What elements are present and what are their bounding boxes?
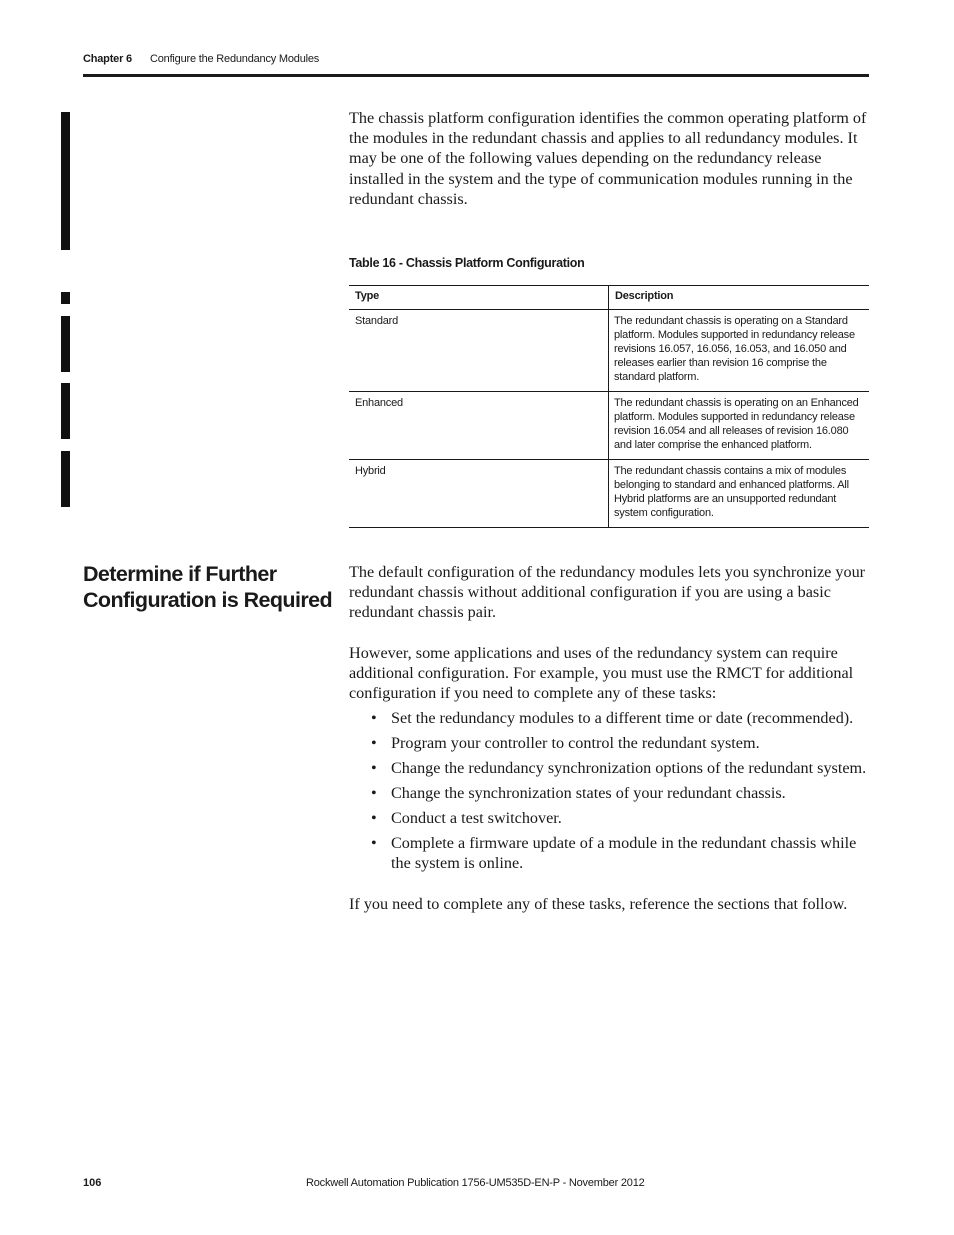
cell-description: The redundant chassis is operating on an Enhanced platform. Modules supported in redundancy release revision 16.054 and all releases of revision 16.080 and later comprise the enhanced platform. — [609, 392, 870, 460]
section-heading: Determine if Further Configuration is Required — [83, 562, 332, 612]
cell-type: Enhanced — [349, 392, 609, 460]
list-item — [349, 758, 875, 778]
list-item-text: Set the redundancy modules to a different time or date (recommended). — [391, 709, 854, 727]
header-rule — [83, 74, 869, 77]
table-row — [349, 460, 869, 528]
bullet-icon: • — [371, 759, 377, 777]
list-item — [349, 733, 875, 753]
cell-type: Hybrid — [349, 460, 609, 528]
section-paragraph-1 — [349, 562, 871, 623]
table-row — [349, 310, 869, 392]
chapter-title: Configure the Redundancy Modules — [150, 53, 320, 65]
bullet-icon: • — [371, 834, 377, 852]
table-row — [349, 392, 869, 460]
list-item — [349, 833, 875, 873]
chapter-label: Chapter 6 — [83, 53, 132, 65]
change-bar — [61, 112, 70, 250]
cell-description: The redundant chassis is operating on a Standard platform. Modules supported in redundancy release revisions 16.057, 16.056, 16.053, and 16.050 and releases earlier than revision 16 comprise the standard platform. — [609, 310, 870, 392]
intro-text: The chassis platform configuration identifies the common operating platform of the modules in the redundant chassis and applies to all redundancy modules. It may be one of the following values depending on the redundancy release installed in the system and the type of communication modules running in the redundant chassis. — [349, 109, 867, 208]
bullet-icon: • — [371, 784, 377, 802]
table-caption: Table 16 - Chassis Platform Configuration — [349, 256, 585, 270]
list-item-text: Program your controller to control the redundant system. — [391, 734, 760, 752]
intro-paragraph — [349, 108, 871, 209]
list-item-text: Complete a firmware update of a module in the redundant chassis while the system is online. — [391, 834, 857, 873]
list-item — [349, 708, 875, 728]
task-list — [349, 708, 875, 878]
list-item — [349, 783, 875, 803]
column-header-description: Description — [609, 286, 870, 310]
list-item-text: Change the synchronization states of your redundant chassis. — [391, 784, 786, 802]
closing-paragraph — [349, 894, 871, 914]
list-item-text: Change the redundancy synchronization options of the redundant system. — [391, 759, 867, 777]
change-bar — [61, 292, 70, 304]
change-bar — [61, 451, 70, 507]
paragraph-text: The default configuration of the redundancy modules lets you synchronize your redundant chassis without additional configuration if you are using a basic redundant chassis pair. — [349, 563, 866, 622]
column-header-type: Type — [349, 286, 609, 310]
section-paragraph-2 — [349, 643, 871, 704]
cell-type: Standard — [349, 310, 609, 392]
bullet-icon: • — [371, 709, 377, 727]
paragraph-text: If you need to complete any of these tasks, reference the sections that follow. — [349, 895, 848, 913]
bullet-icon: • — [371, 734, 377, 752]
cell-description: The redundant chassis contains a mix of modules belonging to standard and enhanced platforms. All Hybrid platforms are an unsupported redundant system configuration. — [609, 460, 870, 528]
list-item — [349, 808, 875, 828]
running-header — [83, 53, 320, 65]
bullet-icon: • — [371, 809, 377, 827]
list-item-text: Conduct a test switchover. — [391, 809, 562, 827]
change-bar — [61, 383, 70, 439]
table-header-row — [349, 286, 869, 310]
paragraph-text: However, some applications and uses of the redundancy system can require additional configuration. For example, you must use the RMCT for additional configuration if you need to complete any of these tasks: — [349, 644, 854, 703]
change-bar — [61, 316, 70, 372]
page-number: 106 — [83, 1177, 102, 1189]
publication-footer: Rockwell Automation Publication 1756-UM535D-EN-P - November 2012 — [306, 1177, 645, 1189]
chassis-platform-table — [349, 285, 869, 528]
